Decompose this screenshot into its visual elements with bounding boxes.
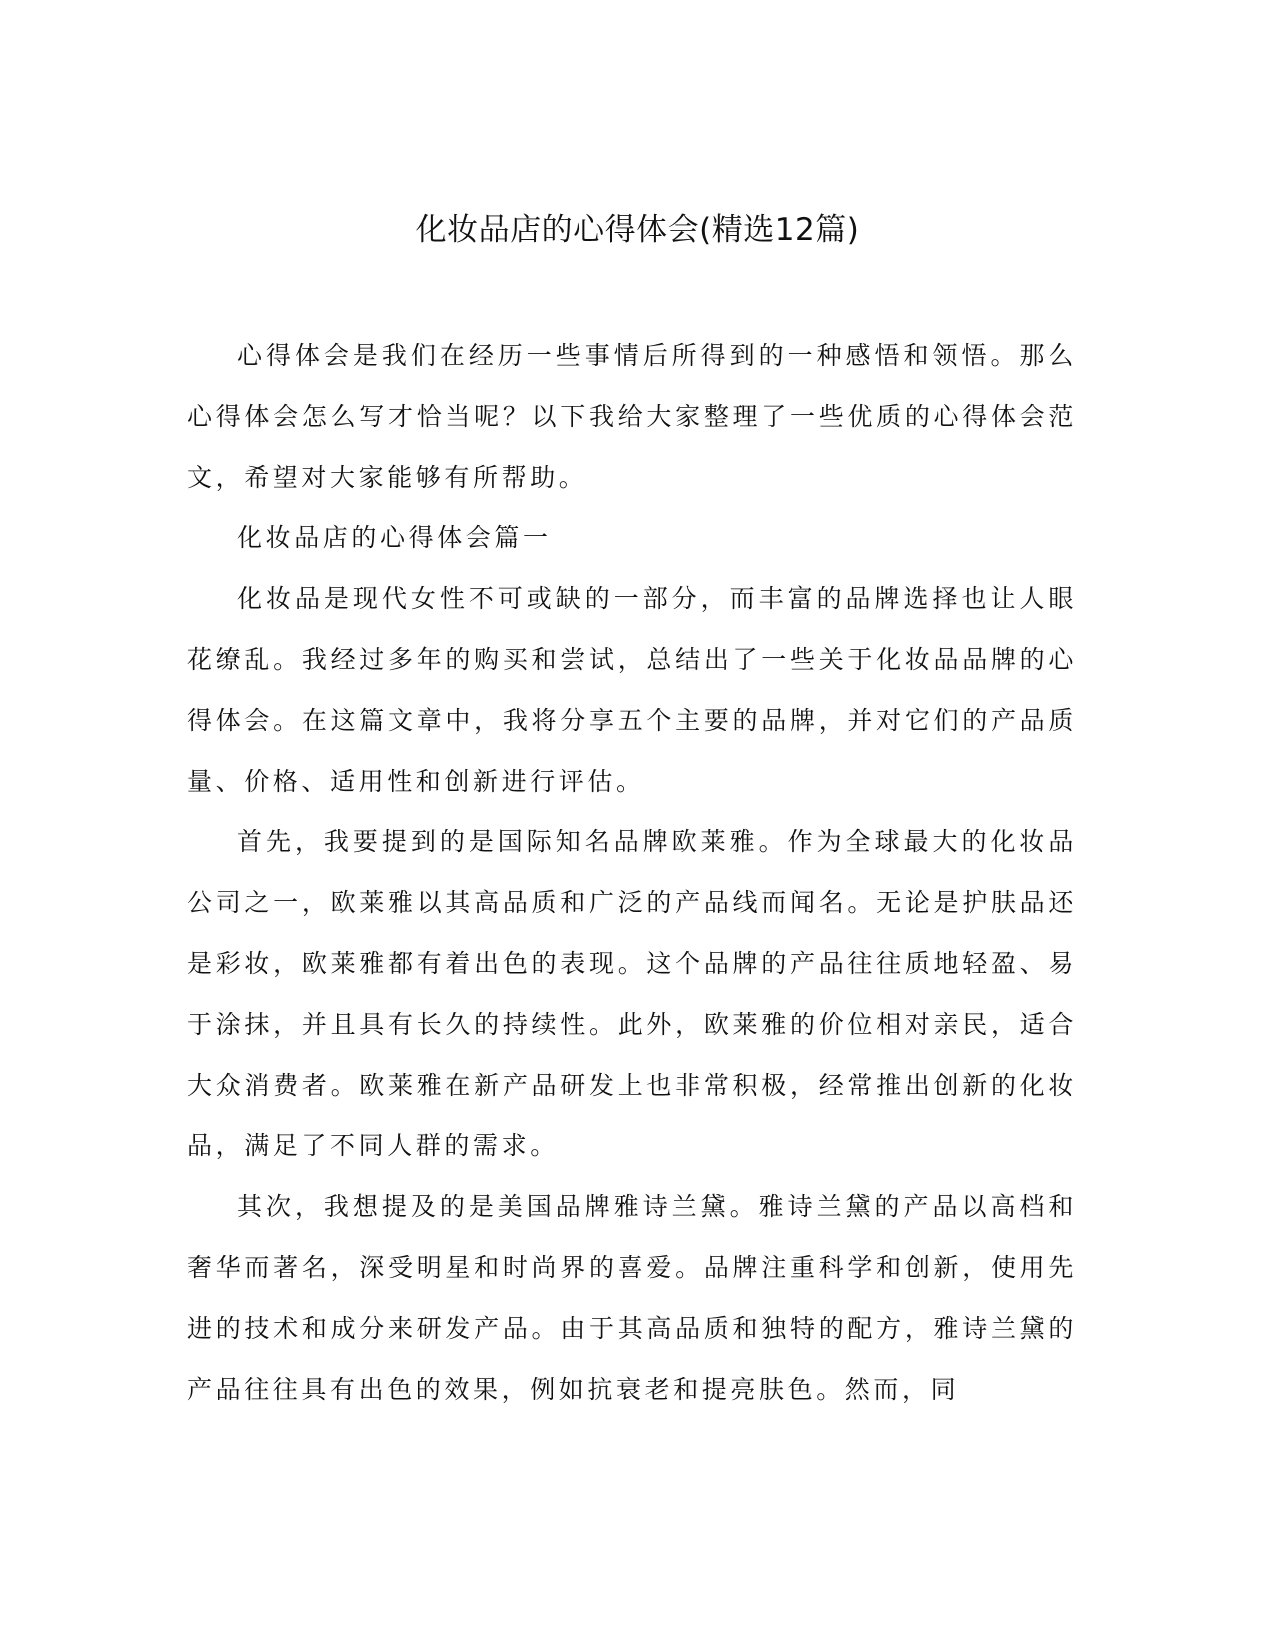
body-paragraph: 化妆品是现代女性不可或缺的一部分，而丰富的品牌选择也让人眼花缭乱。我经过多年的购买和尝试，总结出了一些关于化妆品品牌的心得体会。在这篇文章中，我将分享五个主要的品牌，并对它们的产品质量、价格、适用性和创新进行评估。 [187,584,1077,796]
section-heading: 化妆品店的心得体会篇一 [237,523,552,553]
document-title: 化妆品店的心得体会(精选12篇) [415,212,860,248]
document-body [187,326,1077,1420]
body-paragraph: 其次，我想提及的是美国品牌雅诗兰黛。雅诗兰黛的产品以高档和奢华而著名，深受明星和时尚界的喜爱。品牌注重科学和创新，使用先进的技术和成分来研发产品。由于其高品质和独特的配方，雅诗兰黛的产品往往具有出色的效果，例如抗衰老和提亮肤色。然而，同 [187,1192,1077,1404]
intro-paragraph: 心得体会是我们在经历一些事情后所得到的一种感悟和领悟。那么心得体会怎么写才恰当呢？以下我给大家整理了一些优质的心得体会范文，希望对大家能够有所帮助。 [187,341,1077,492]
body-paragraph: 首先，我要提到的是国际知名品牌欧莱雅。作为全球最大的化妆品公司之一，欧莱雅以其高品质和广泛的产品线而闻名。无论是护肤品还是彩妆，欧莱雅都有着出色的表现。这个品牌的产品往往质地轻盈、易于涂抹，并且具有长久的持续性。此外，欧莱雅的价位相对亲民，适合大众消费者。欧莱雅在新产品研发上也非常积极，经常推出创新的化妆品，满足了不同人群的需求。 [187,827,1077,1161]
